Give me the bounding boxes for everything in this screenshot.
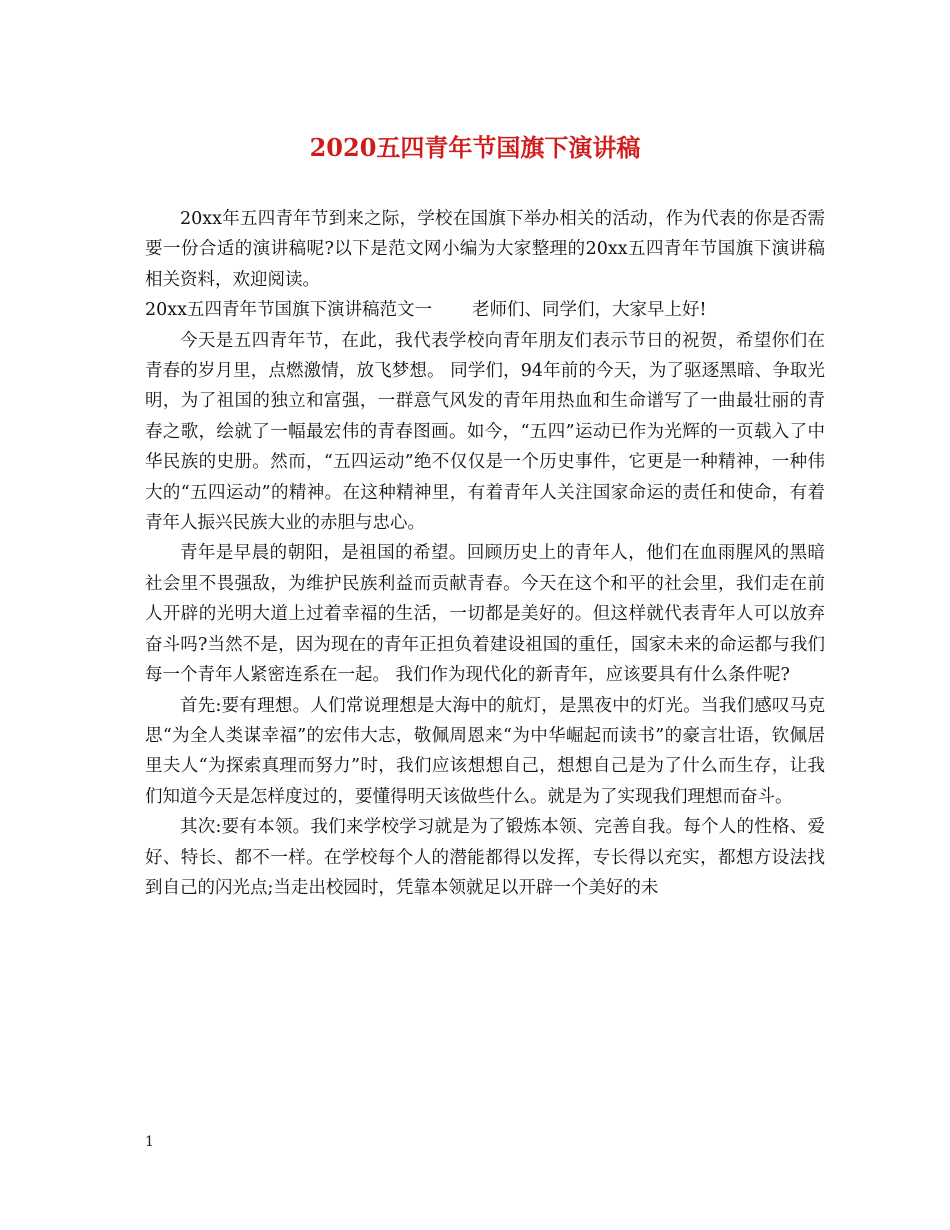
sample-heading: 20xx五四青年节国旗下演讲稿范文一 — [145, 300, 433, 321]
greeting: 老师们、同学们，大家早上好! — [472, 300, 707, 321]
body-paragraph-1: 今天是五四青年节，在此，我代表学校向青年朋友们表示节日的祝贺，希望你们在青春的岁月里，点燃激情，放飞梦想。 同学们，94年前的今天，为了驱逐黑暗、争取光明，为了祖国的独立和富强，一群意气风发的青年用热血和生命谱写了一曲最壮丽的青春之歌，绘就了一幅最宏伟的青春图画。如今，“五四”运动已作为光辉的一页载入了中华民族的史册。然而，“五四运动”绝不仅仅是一个历史事件，它更是一种精神，一种伟大的“五四运动”的精神。在这种精神里，有着青年人关注国家命运的责任和使命，有着青年人振兴民族大业的赤胆与忠心。 — [145, 330, 825, 534]
body-paragraph-2: 青年是早晨的朝阳，是祖国的希望。回顾历史上的青年人，他们在血雨腥风的黑暗社会里不畏强敌，为维护民族利益而贡献青春。今天在这个和平的社会里，我们走在前人开辟的光明大道上过着幸福的生活，一切都是美好的。但这样就代表青年人可以放弃奋斗吗?当然不是，因为现在的青年正担负着建设祖国的重任，国家未来的命运都与我们每一个青年人紧密连系在一起。 我们作为现代化的新青年，应该要具有什么条件呢? — [145, 543, 825, 686]
page-number: 1 — [145, 1134, 154, 1150]
sample-heading-line — [145, 295, 825, 325]
body-paragraph-4: 其次:要有本领。我们来学校学习就是为了锻炼本领、完善自我。每个人的性格、爱好、特长、都不一样。在学校每个人的潜能都得以发挥，专长得以充实，都想方设法找到自己的闪光点;当走出校园时，凭靠本领就足以开辟一个美好的未 — [145, 817, 825, 898]
body-paragraph-3: 首先:要有理想。人们常说理想是大海中的航灯，是黑夜中的灯光。当我们感叹马克思“为全人类谋幸福”的宏伟大志，敬佩周恩来“为中华崛起而读书”的豪言壮语，钦佩居里夫人“为探索真理而努力”时，我们应该想想自己，想想自己是为了什么而生存，让我们知道今天是怎样度过的，要懂得明天该做些什么。就是为了实现我们理想而奋斗。 — [145, 695, 825, 807]
document-title: 2020五四青年节国旗下演讲稿 — [309, 133, 641, 162]
intro-paragraph: 20xx年五四青年节到来之际，学校在国旗下举办相关的活动，作为代表的你是否需要一份合适的演讲稿呢?以下是范文网小编为大家整理的20xx五四青年节国旗下演讲稿相关资料，欢迎阅读。 — [145, 209, 825, 290]
document-body — [145, 204, 825, 903]
